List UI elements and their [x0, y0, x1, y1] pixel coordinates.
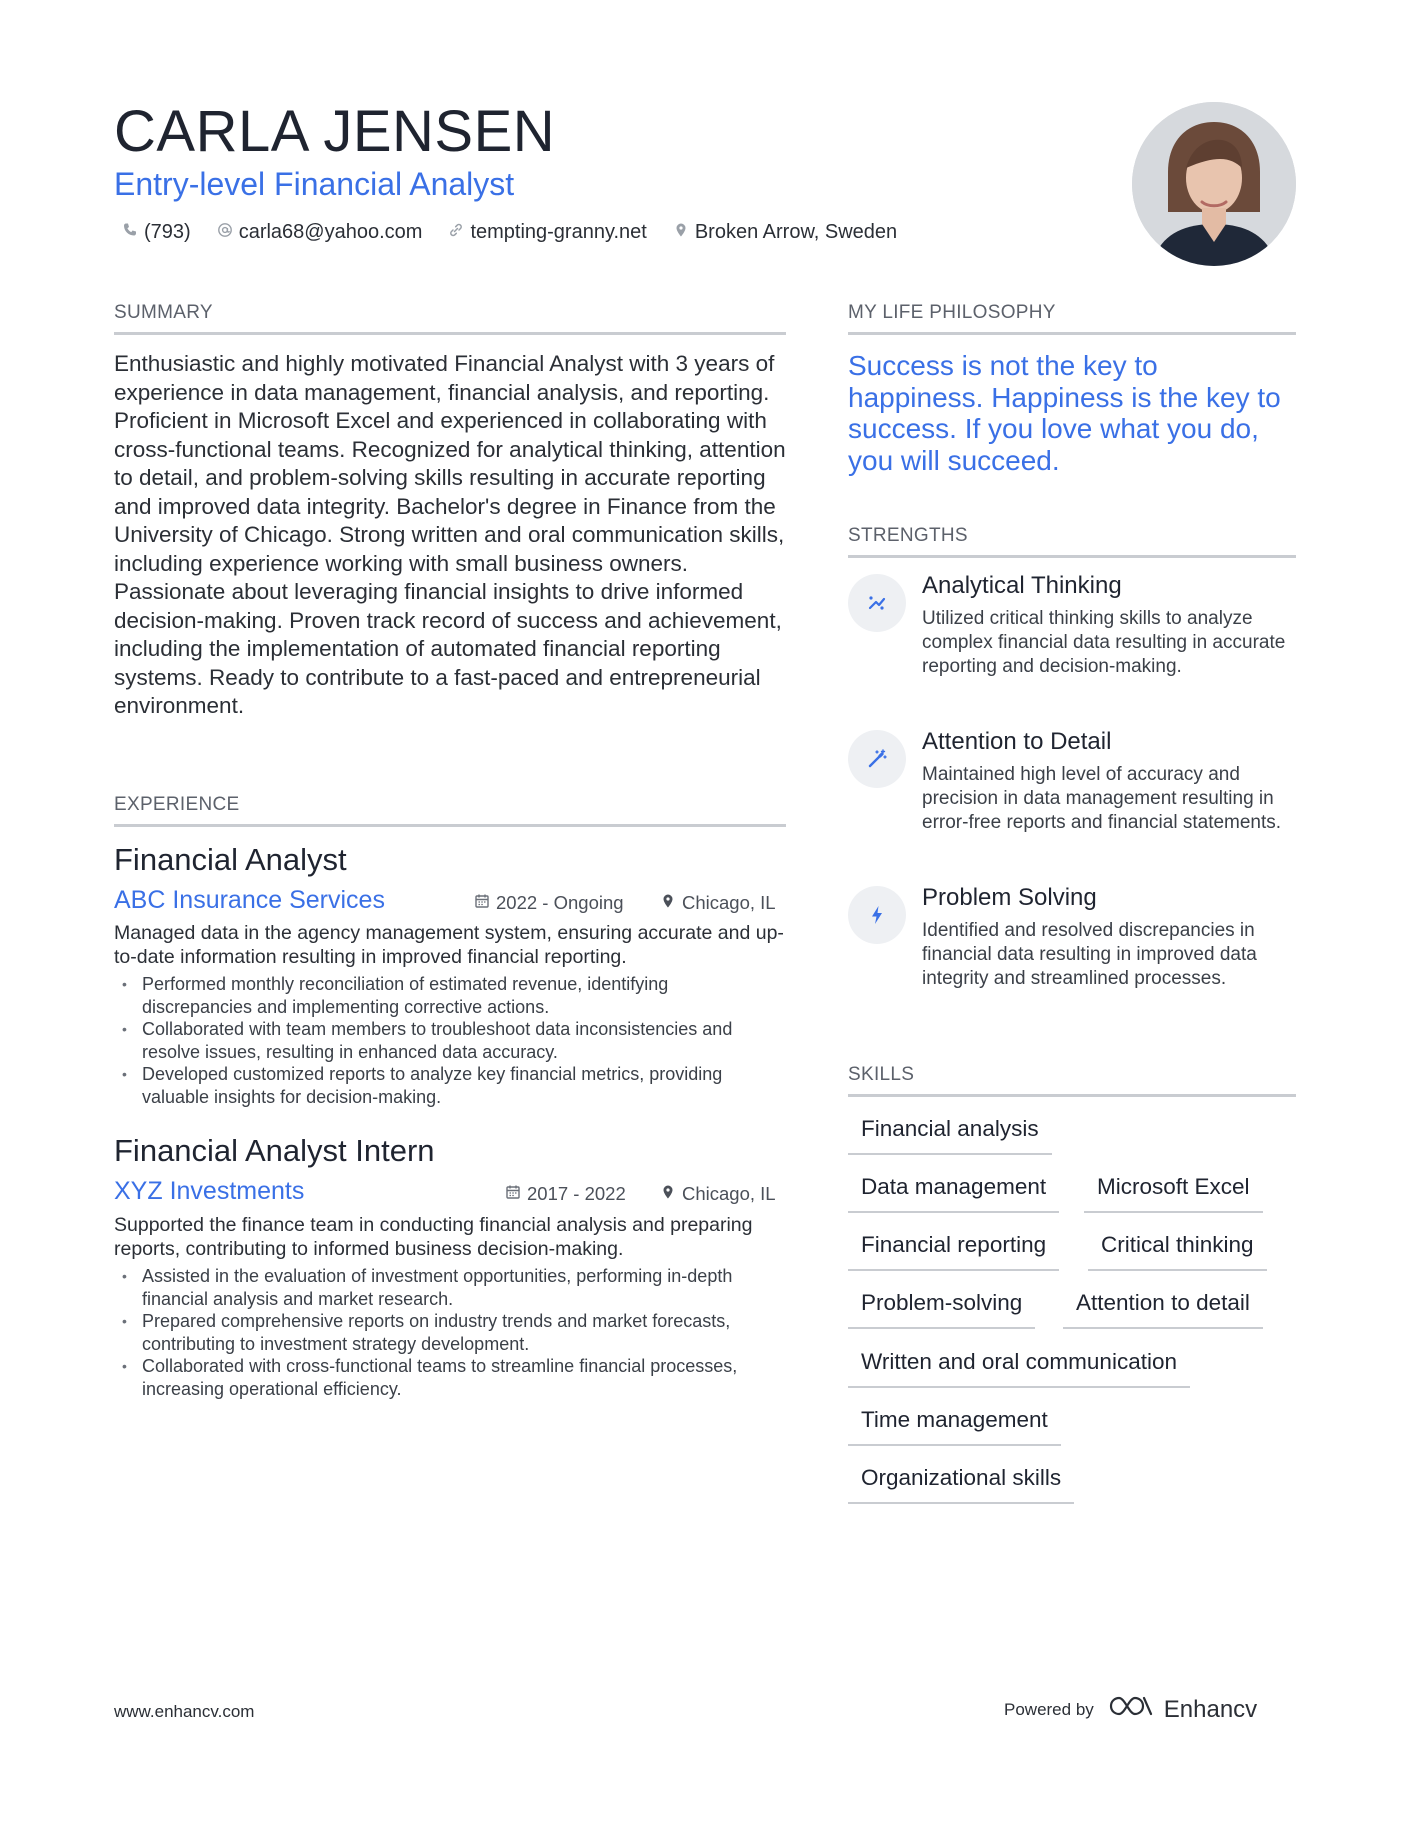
skill-tag: Organizational skills — [848, 1460, 1074, 1504]
strength-title: Attention to Detail — [922, 728, 1112, 755]
skill-tag: Attention to detail — [1063, 1285, 1263, 1329]
location-pin-icon — [673, 221, 689, 244]
phone-text: (793) — [144, 221, 191, 243]
job-location — [660, 892, 776, 914]
skill-tag: Data management — [848, 1169, 1059, 1213]
section-divider — [114, 824, 786, 827]
strength-title: Problem Solving — [922, 884, 1097, 911]
section-divider — [848, 555, 1296, 558]
calendar-icon — [505, 1183, 521, 1205]
strength-description: Utilized critical thinking skills to analyze complex financial data resulting in accurate reporting and decision-making. — [922, 608, 1286, 677]
website-text[interactable]: tempting-granny.net — [470, 221, 647, 243]
job-dates-text: 2017 - 2022 — [527, 1183, 626, 1204]
link-icon — [448, 221, 464, 244]
bullet-item: • Collaborated with cross-functional teams to streamline financial processes, increasing operational efficiency. — [114, 1355, 774, 1400]
skills-heading: SKILLS — [848, 1064, 915, 1085]
summary-section-header — [114, 302, 786, 324]
job-company: XYZ Investments — [114, 1177, 305, 1205]
skills-section-header — [848, 1064, 1296, 1086]
job-dates-text: 2022 - Ongoing — [496, 892, 624, 913]
location-pin-icon — [660, 1183, 676, 1205]
brand-name: Enhancv — [1163, 1695, 1258, 1723]
strength-title: Analytical Thinking — [922, 572, 1122, 599]
lightning-icon — [848, 886, 906, 944]
philosophy-section-header — [848, 302, 1296, 324]
job-dates — [505, 1183, 626, 1205]
skill-tag: Microsoft Excel — [1084, 1169, 1263, 1213]
bullet-item: • Performed monthly reconciliation of estimated revenue, identifying discrepancies and implementing corrective actions. — [114, 973, 774, 1018]
footer-website[interactable]: www.enhancv.com — [114, 1702, 255, 1721]
contact-phone — [122, 221, 191, 244]
section-divider — [848, 1094, 1296, 1097]
at-icon — [217, 221, 233, 244]
job-location-text: Chicago, IL — [682, 892, 776, 913]
job-location — [660, 1183, 776, 1205]
avatar — [1132, 102, 1296, 266]
analytics-icon — [848, 574, 906, 632]
contact-email[interactable] — [217, 221, 423, 244]
magic-wand-icon — [848, 730, 906, 788]
phone-icon — [122, 221, 138, 244]
strengths-section-header — [848, 525, 1296, 547]
job-description: Supported the finance team in conducting financial analysis and preparing reports, contributing to informed business decision-making. — [114, 1214, 753, 1260]
experience-section-header — [114, 794, 786, 816]
contact-bar — [122, 221, 897, 244]
job-description: Managed data in the agency management system, ensuring accurate and up-to-date information resulting in improved financial reporting. — [114, 922, 784, 968]
location-text: Broken Arrow, Sweden — [694, 221, 898, 243]
brand-logo[interactable] — [1108, 1694, 1257, 1725]
skill-tag: Financial analysis — [848, 1111, 1052, 1155]
skill-tag: Critical thinking — [1088, 1227, 1267, 1271]
contact-website[interactable] — [448, 221, 646, 244]
strengths-heading: STRENGTHS — [848, 525, 968, 546]
job-location-text: Chicago, IL — [682, 1183, 776, 1204]
candidate-name: CARLA JENSEN — [114, 99, 556, 164]
powered-by-text: Powered by — [1004, 1699, 1094, 1719]
email-text[interactable]: carla68@yahoo.com — [238, 221, 423, 243]
candidate-title: Entry-level Financial Analyst — [114, 166, 515, 202]
skill-tag: Written and oral communication — [848, 1344, 1190, 1388]
contact-location — [673, 221, 897, 244]
calendar-icon — [474, 892, 490, 914]
summary-heading: SUMMARY — [114, 302, 213, 323]
section-divider — [848, 332, 1296, 335]
job-company: ABC Insurance Services — [114, 886, 385, 914]
experience-heading: EXPERIENCE — [114, 794, 240, 815]
bullet-item: • Collaborated with team members to troubleshoot data inconsistencies and resolve issues, resulting in enhanced data accuracy. — [114, 1018, 774, 1063]
section-divider — [114, 332, 786, 335]
philosophy-quote: Success is not the key to happiness. Happiness is the key to success. If you love what you do, you will succeed. — [848, 350, 1281, 476]
strength-description: Maintained high level of accuracy and precision in data management resulting in error-free reports and financial statements. — [922, 764, 1282, 833]
job-bullets — [114, 973, 774, 1108]
bullet-item: • Prepared comprehensive reports on industry trends and market forecasts, contributing to investment strategy development. — [114, 1310, 774, 1355]
job-dates — [474, 892, 624, 914]
strength-description: Identified and resolved discrepancies in financial data resulting in improved data integrity and streamlined processes. — [922, 920, 1257, 989]
bullet-item: • Assisted in the evaluation of investment opportunities, performing in-depth financial analysis and market research. — [114, 1265, 774, 1310]
job-title: Financial Analyst Intern — [114, 1133, 435, 1168]
location-pin-icon — [660, 892, 676, 914]
summary-text: Enthusiastic and highly motivated Financial Analyst with 3 years of experience in data management, financial analysis, and reporting. Proficient in Microsoft Excel and experienced in collaborating with cross-functional teams. Recognized for analytical thinking, attention to detail, and problem-solving skills resulting in accurate reporting and improved data integrity. Bachelor's degree in Finance from the University of Chicago. Strong written and oral communication skills, including experience working with small business owners. Passionate about leveraging financial insights to drive informed decision-making. Proven track record of success and achievement, including the implementation of automated financial reporting systems. Ready to contribute to a fast-paced and entrepreneurial environment. — [114, 351, 786, 718]
enhancv-logo-icon — [1108, 1694, 1154, 1725]
footer-branding — [1004, 1694, 1257, 1725]
skill-tag: Problem-solving — [848, 1285, 1035, 1329]
philosophy-heading: MY LIFE PHILOSOPHY — [848, 302, 1056, 323]
skill-tag: Financial reporting — [848, 1227, 1059, 1271]
job-bullets — [114, 1265, 774, 1400]
bullet-item: • Developed customized reports to analyze key financial metrics, providing valuable insights for decision-making. — [114, 1063, 774, 1108]
job-title: Financial Analyst — [114, 842, 347, 877]
skill-tag: Time management — [848, 1402, 1061, 1446]
